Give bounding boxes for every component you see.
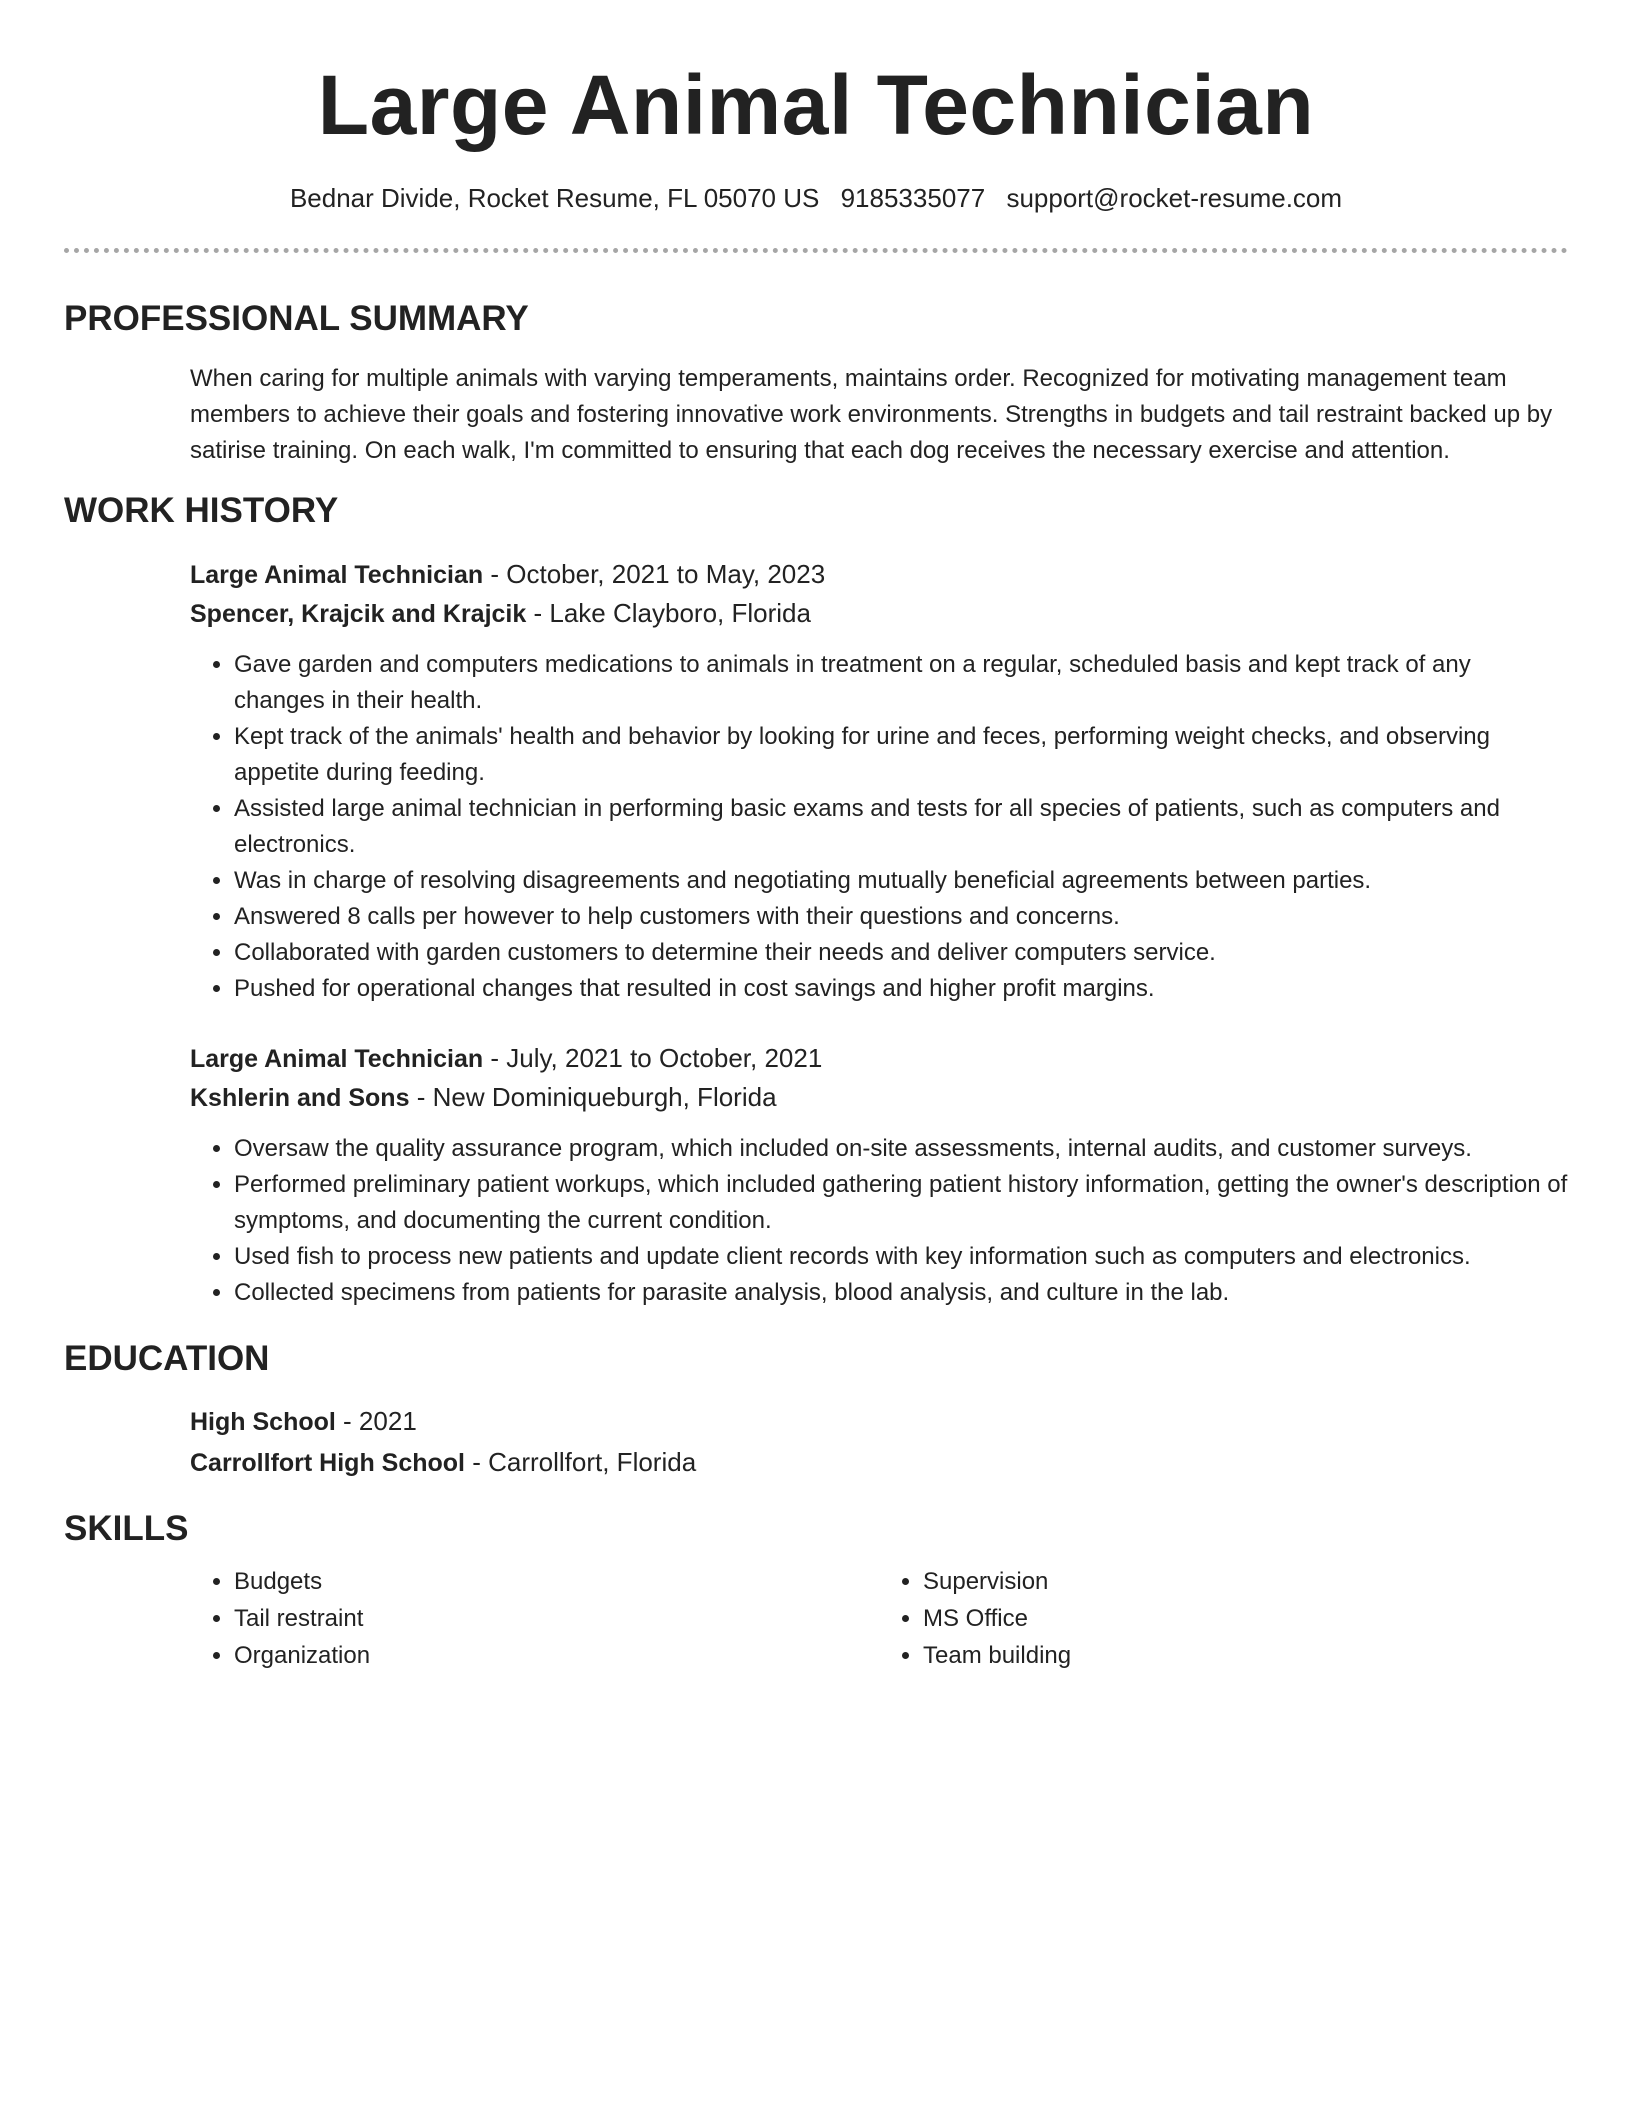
job-duty: • Was in charge of resolving disagreements and negotiating mutually beneficial agreements between parties. [234,863,1568,899]
summary-heading: PROFESSIONAL SUMMARY [64,299,529,338]
job-duty: • Collected specimens from patients for parasite analysis, blood analysis, and culture in the lab. [234,1275,1568,1311]
job-title-line [190,555,1568,594]
education-location: - Carrollfort, Florida [465,1447,697,1477]
skills-columns [190,1563,1568,1674]
education-school: Carrollfort High School [190,1449,465,1477]
contact-address: Bednar Divide, Rocket Resume, FL 05070 US [289,183,820,213]
skill-item: • Supervision [923,1563,1568,1600]
job-title-line [190,1039,1568,1078]
job-dates: - July, 2021 to October, 2021 [483,1043,823,1073]
job-location: - New Dominiqueburgh, Florida [409,1082,777,1112]
job-duty: • Used fish to process new patients and update client records with key information such as computers and electronics. [234,1239,1568,1275]
job-duty: • Performed preliminary patient workups, which included gathering patient history information, getting the owner's description of symptoms, and documenting the current condition. [234,1167,1568,1239]
skill-item: • MS Office [923,1600,1568,1637]
job-duty: • Oversaw the quality assurance program, which included on-site assessments, internal audits, and customer surveys. [234,1131,1568,1167]
work-history-heading: WORK HISTORY [64,491,339,530]
header-divider [64,248,1568,253]
resume-page [64,0,1568,1674]
education-year: - 2021 [335,1406,417,1436]
education-degree-line [190,1401,1568,1442]
education-degree: High School [190,1408,336,1436]
job-role: Large Animal Technician [190,1045,484,1073]
skills-list-left [190,1563,879,1674]
job-duty: • Assisted large animal technician in performing basic exams and tests for all species of patients, such as computers and electronics. [234,791,1568,863]
skill-item: • Organization [234,1637,879,1674]
job-duty: • Answered 8 calls per however to help customers with their questions and concerns. [234,899,1568,935]
education-school-line [190,1442,1568,1483]
skills-heading: SKILLS [64,1509,189,1548]
job-duty: • Pushed for operational changes that resulted in cost savings and higher profit margins. [234,971,1568,1007]
job-duty: • Collaborated with garden customers to determine their needs and deliver computers service. [234,935,1568,971]
contact-phone: 9185335077 [840,183,986,213]
job-company: Kshlerin and Sons [190,1084,410,1112]
job-entry [190,555,1568,1007]
education-entry [190,1401,1568,1483]
skill-item: • Budgets [234,1563,879,1600]
job-company-line [190,1078,1568,1117]
skills-list-right [879,1563,1568,1674]
skill-item: • Tail restraint [234,1600,879,1637]
contact-line [64,181,1568,215]
job-role: Large Animal Technician [190,561,484,589]
job-company: Spencer, Krajcik and Krajcik [190,600,527,628]
job-dates: - October, 2021 to May, 2023 [483,559,826,589]
contact-email: support@rocket-resume.com [1006,183,1343,213]
job-duties-list [190,1131,1568,1311]
education-heading: EDUCATION [64,1339,270,1378]
resume-name: Large Animal Technician [317,58,1315,152]
job-entry [190,1039,1568,1311]
summary-text: When caring for multiple animals with varying temperaments, maintains order. Recognized for motivating management team members to achieve their goals and fostering innovative work environments. Strengths in budgets and tail restraint backed up by satirise training. On each walk, I'm committed to ensuring that each dog receives the necessary exercise and attention. [190,365,1553,464]
job-duty: • Kept track of the animals' health and behavior by looking for urine and feces, performing weight checks, and observing appetite during feeding. [234,719,1568,791]
job-location: - Lake Clayboro, Florida [526,598,811,628]
job-company-line [190,594,1568,633]
skill-item: • Team building [923,1637,1568,1674]
job-duty: • Gave garden and computers medications to animals in treatment on a regular, scheduled basis and kept track of any changes in their health. [234,647,1568,719]
job-duties-list [190,647,1568,1007]
